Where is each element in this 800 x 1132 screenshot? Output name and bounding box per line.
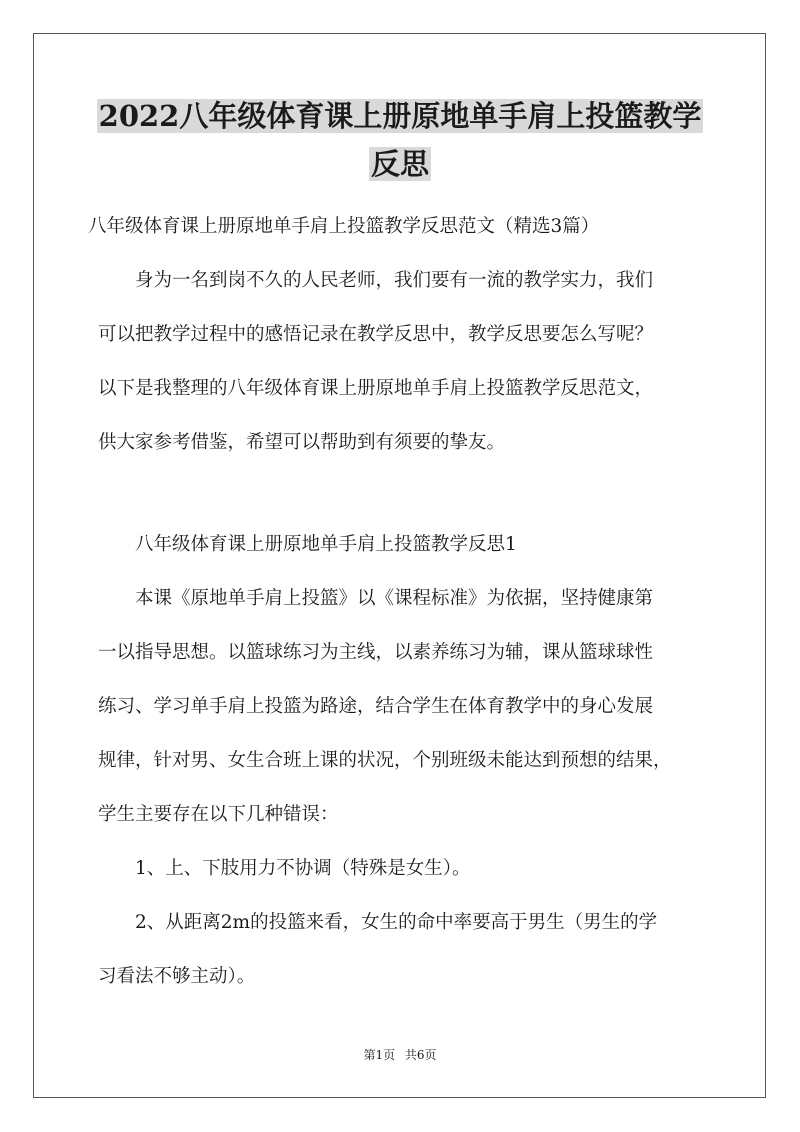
page-footer: [0, 1047, 800, 1063]
intro-line: 身为一名到岗不久的人民老师，我们要有一流的教学实力，我们: [135, 270, 654, 291]
list-item: 1、上、下肢用力不协调（特殊是女生）。: [135, 858, 471, 879]
intro-line: 以下是我整理的八年级体育课上册原地单手肩上投篮教学反思范文，: [98, 378, 654, 399]
body-line: 学生主要存在以下几种错误：: [98, 804, 339, 825]
document-title: [60, 92, 740, 188]
page-number-current: 第1页: [363, 1048, 396, 1062]
list-item-continuation: 习看法不够主动）。: [98, 966, 256, 987]
intro-line: 可以把教学过程中的感悟记录在教学反思中，教学反思要怎么写呢？: [98, 324, 654, 345]
body-line: 规律，针对男、女生合班上课的状况，个别班级未能达到预想的结果，: [98, 750, 672, 771]
page-number-total: 共6页: [404, 1048, 437, 1062]
page-border: [33, 33, 766, 1098]
list-item: 2、从距离2m的投篮来看，女生的命中率要高于男生（男生的学: [135, 912, 658, 933]
intro-line: 供大家参考借鉴，希望可以帮助到有须要的挚友。: [98, 432, 506, 453]
body-line: 练习、学习单手肩上投篮为路途，结合学生在体育教学中的身心发展: [98, 696, 654, 717]
title-line-1: 2022八年级体育课上册原地单手肩上投篮教学: [98, 99, 702, 133]
body-line: 一以指导思想。以篮球练习为主线，以素养练习为辅，课从篮球球性: [98, 642, 654, 663]
body-line: 本课《原地单手肩上投篮》以《课程标准》为依据，坚持健康第: [135, 588, 654, 609]
document-subtitle: 八年级体育课上册原地单手肩上投篮教学反思范文（精选3篇）: [88, 216, 600, 237]
title-line-2: 反思: [370, 147, 429, 181]
section-heading: 八年级体育课上册原地单手肩上投篮教学反思1: [135, 534, 517, 555]
